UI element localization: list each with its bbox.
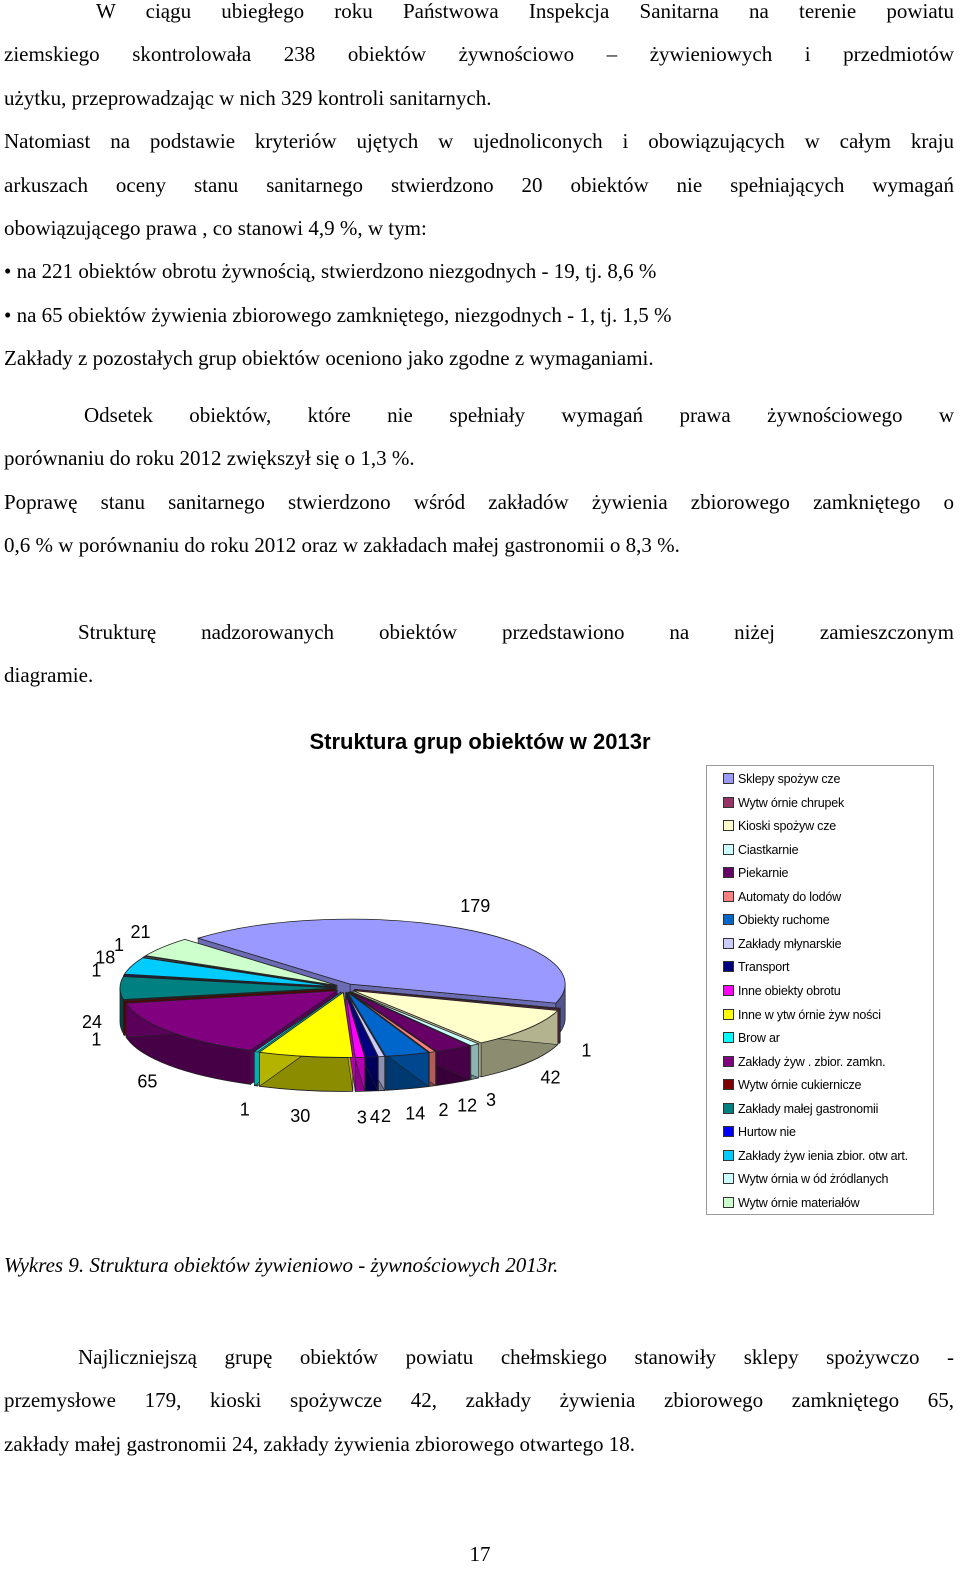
data-label: 14 (405, 1103, 426, 1124)
legend-label: Inne obiekty obrotu (738, 983, 841, 998)
legend-item (723, 1077, 861, 1093)
legend-label: Transport (738, 960, 790, 975)
legend-item (723, 818, 836, 834)
legend-swatch (723, 844, 734, 855)
legend-label: Kioski spożyw cze (738, 819, 837, 834)
legend-item (723, 936, 841, 952)
legend-item (723, 1148, 908, 1164)
data-label: 65 (137, 1071, 158, 1092)
text-line: obowiązującego prawa , co stanowi 4,9 %, w tym: (4, 215, 427, 240)
data-label: 1 (581, 1040, 592, 1061)
data-label: 42 (540, 1067, 561, 1088)
chart-title: Struktura grup obiektów w 2013r (309, 729, 651, 754)
legend-item (723, 795, 844, 811)
data-label: 2 (438, 1099, 449, 1120)
data-label: 21 (130, 921, 151, 942)
legend-swatch (723, 1079, 734, 1090)
legend-label: Zakłady żyw . zbior. zamkn. (738, 1054, 886, 1069)
paragraph-inspection-summary (4, 0, 954, 381)
legend-item (723, 912, 829, 928)
text-line: zakłady małej gastronomii 24, zakłady żywienia zbiorowego otwartego 18. (4, 1431, 635, 1456)
data-label: 4 (369, 1106, 380, 1127)
legend-item (723, 1101, 878, 1117)
text-line: arkuszach oceny stanu sanitarnego stwierdzono 20 obiektów nie spełniających wymagań (4, 172, 954, 197)
legend-item (723, 1007, 881, 1023)
legend-item (723, 889, 841, 905)
text-line: Zakłady z pozostałych grup obiektów oceniono jako zgodne z wymaganiami. (4, 346, 654, 371)
legend-swatch (723, 914, 734, 925)
data-label: 24 (81, 1012, 103, 1032)
pie-chart (0, 760, 700, 1140)
chart-legend (706, 765, 934, 1215)
data-label: 18 (95, 947, 116, 968)
data-label: 3 (356, 1107, 367, 1128)
legend-label: Zakłady małej gastronomii (738, 1101, 879, 1116)
text-line: diagramie. (4, 663, 94, 688)
legend-label: Wytw órnia w ód żródlanych (738, 1172, 889, 1187)
text-line: użytku, przeprowadzając w nich 329 kontroli sanitarnych. (4, 85, 492, 110)
text-line: ziemskiego skontrolowała 238 obiektów żywnościowo – żywieniowych i przedmiotów (4, 42, 954, 67)
legend-label: Zakłady młynarskie (738, 936, 842, 951)
legend-label: Wytw órnie materiałów (738, 1195, 860, 1210)
legend-swatch (723, 1126, 734, 1137)
text-line: Strukturę nadzorowanych obiektów przedstawiono na niżej zamieszczonym (78, 620, 954, 644)
data-label: 30 (290, 1105, 311, 1126)
legend-item (723, 1195, 859, 1211)
legend-item (723, 1054, 885, 1070)
legend-label: Hurtow nie (738, 1125, 796, 1140)
legend-label: Piekarnie (738, 866, 789, 881)
legend-item (723, 865, 788, 881)
legend-label: Brow ar (738, 1031, 780, 1046)
bullet-item: • na 65 obiektów żywienia zbiorowego zamkniętego, niezgodnych - 1, tj. 1,5 % (4, 302, 672, 327)
legend-label: Obiekty ruchome (738, 913, 830, 928)
legend-swatch (723, 797, 734, 808)
bullet-item: • na 221 obiektów obrotu żywnością, stwierdzono niezgodnych - 19, tj. 8,6 % (4, 259, 657, 284)
text-line: 0,6 % w porównaniu do roku 2012 oraz w zakładach małej gastronomii o 8,3 %. (4, 533, 680, 558)
text-line: przemysłowe 179, kioski spożywcze 42, zakłady żywienia zbiorowego zamkniętego 65, (4, 1388, 954, 1413)
legend-swatch (723, 1103, 734, 1114)
legend-swatch (723, 891, 734, 902)
legend-swatch (723, 1173, 734, 1184)
legend-swatch (723, 1032, 734, 1043)
legend-swatch (723, 820, 734, 831)
legend-swatch (723, 1009, 734, 1020)
legend-swatch (723, 961, 734, 972)
text-line: Najliczniejszą grupę obiektów powiatu chełmskiego stanowiły sklepy spożywczo - (78, 1345, 954, 1369)
legend-label: Sklepy spożyw cze (738, 772, 841, 786)
paragraph-chart-intro (4, 611, 954, 698)
legend-swatch (723, 1197, 734, 1208)
legend-item (723, 842, 798, 858)
paragraph-comparison (4, 394, 954, 568)
text-line: Natomiast na podstawie kryteriów ujętych w ujednoliconych i obowiązujących w całym kraju (4, 129, 954, 154)
data-label: 2 (381, 1106, 392, 1127)
data-label: 12 (457, 1095, 478, 1116)
legend-label: Automaty do lodów (738, 889, 841, 904)
legend-label: Wytw órnie chrupek (738, 795, 845, 810)
text-line: Odsetek obiektów, które nie spełniały wymagań prawa żywnościowego w (84, 403, 954, 427)
legend-swatch (723, 938, 734, 949)
legend-swatch (723, 867, 734, 878)
legend-label: Ciastkarnie (738, 842, 799, 857)
legend-item (723, 1124, 796, 1140)
text-line: porównaniu do roku 2012 zwiększył się o 1,3 %. (4, 446, 415, 471)
legend-swatch (723, 773, 734, 784)
data-label: 1 (91, 1029, 102, 1050)
data-label: 3 (485, 1090, 496, 1111)
legend-item (723, 983, 841, 999)
legend-swatch (723, 1056, 734, 1067)
legend-item (723, 959, 789, 975)
legend-item (723, 771, 840, 787)
data-label: 1 (239, 1099, 250, 1120)
data-label: 1 (114, 935, 125, 956)
text-line: Poprawę stanu sanitarnego stwierdzono wśród zakładów żywienia zbiorowego zamkniętego o (4, 489, 954, 514)
data-label: 1 (91, 960, 102, 981)
legend-item (723, 1171, 888, 1187)
legend-swatch (723, 1150, 734, 1161)
figure-caption: Wykres 9. Struktura obiektów żywieniowo - żywnościowych 2013r. (4, 1253, 559, 1277)
legend-label: Inne w ytw órnie żyw ności (738, 1007, 881, 1022)
legend-item (723, 1030, 780, 1046)
data-label: 179 (460, 896, 491, 917)
legend-swatch (723, 985, 734, 996)
page-number: 17 (469, 1542, 491, 1566)
legend-label: Zakłady żyw ienia zbior. otw art. (738, 1148, 908, 1163)
legend-label: Wytw órnie cukiernicze (738, 1078, 862, 1093)
paragraph-largest-groups (4, 1336, 954, 1466)
text-line: W ciągu ubiegłego roku Państwowa Inspekcja Sanitarna na terenie powiatu (96, 0, 954, 23)
